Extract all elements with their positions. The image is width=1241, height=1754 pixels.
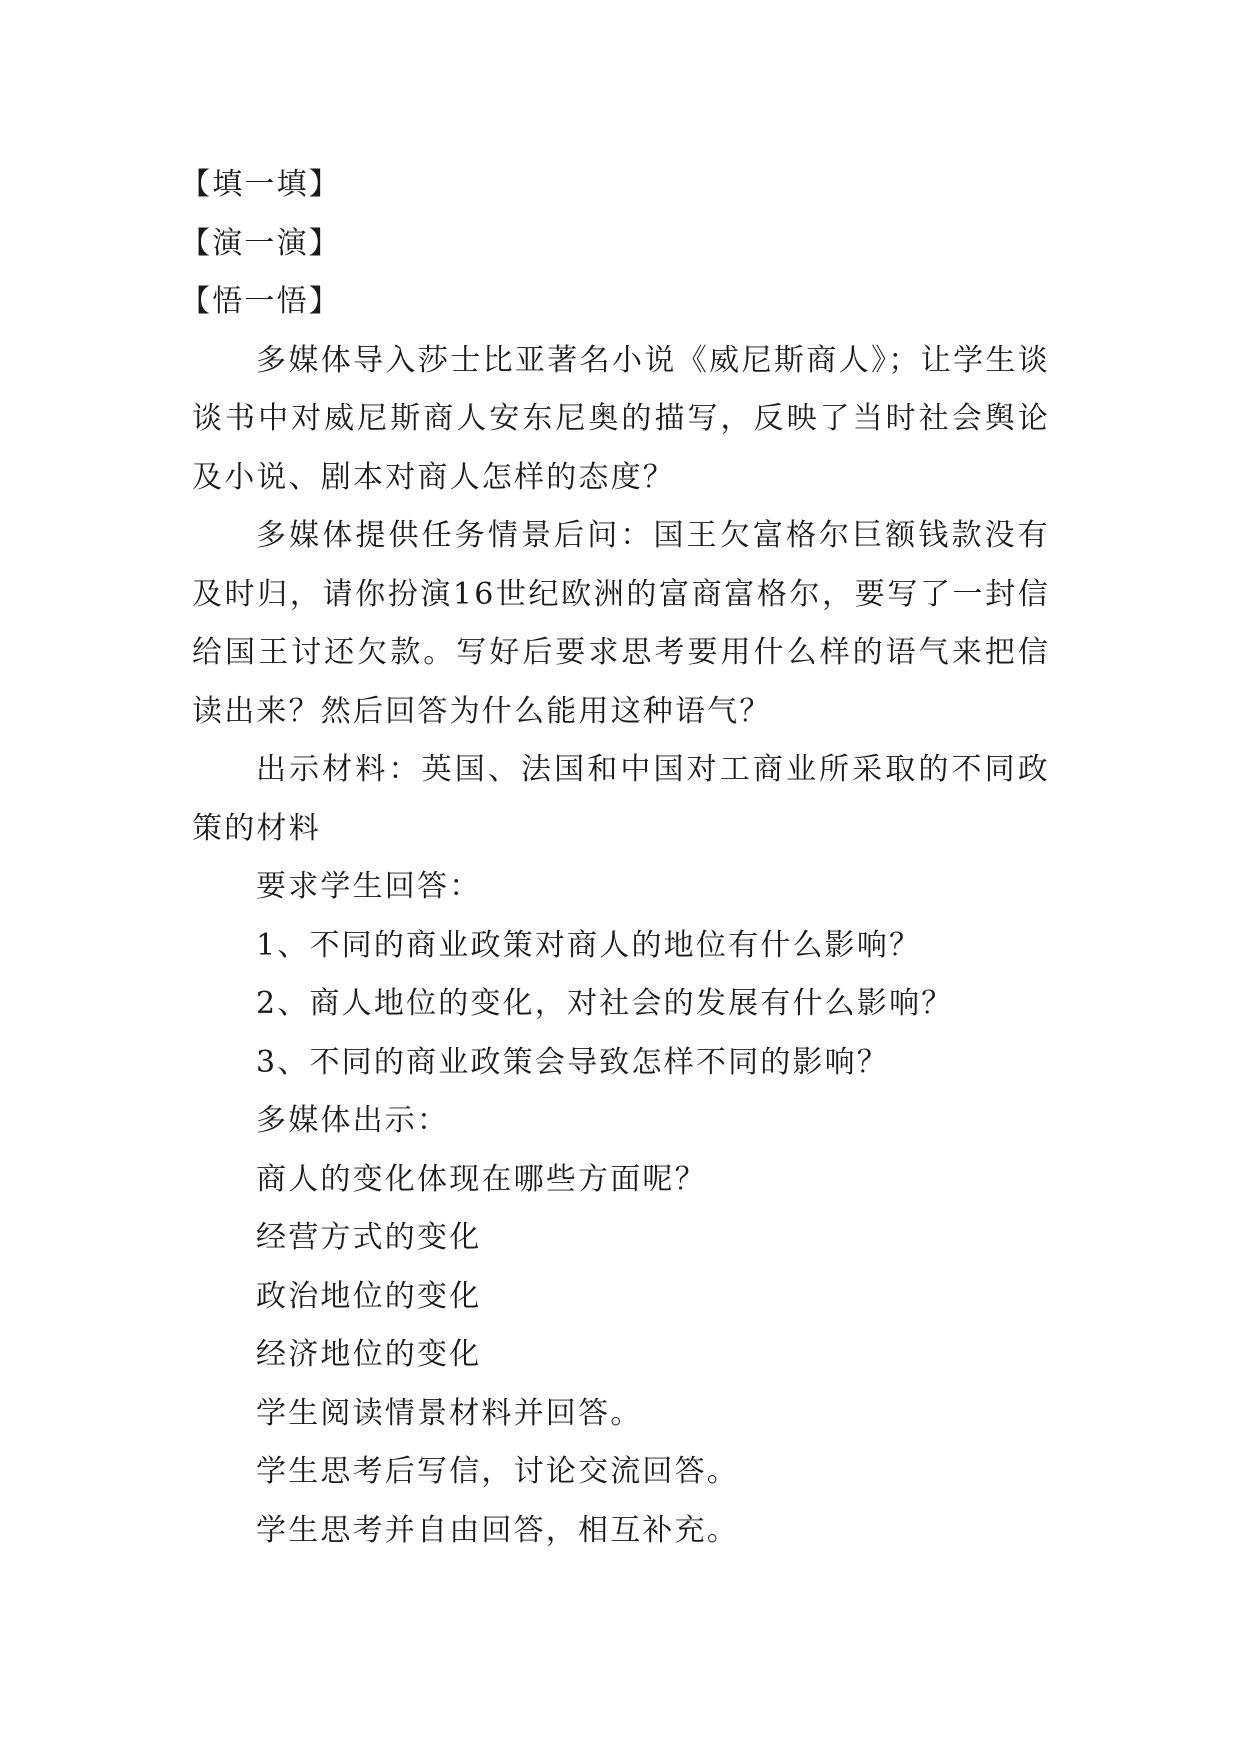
question-item-3: 3、不同的商业政策会导致怎样不同的影响？ <box>256 1044 890 1080</box>
change-item-economic: 经济地位的变化 <box>256 1337 482 1372</box>
paragraph-questions-intro: 要求学生回答： <box>256 869 482 904</box>
paragraph-multimedia-show: 多媒体出示： <box>256 1103 450 1138</box>
document-body <box>180 156 1050 1560</box>
paragraph-policy-materials: 出示材料：英国、法国和中国对工商业所采取的不同政策的材料 <box>192 752 1050 846</box>
question-item-1: 1、不同的商业政策对商人的地位有什么影响？ <box>256 927 922 963</box>
section-heading-act: 【演一演】 <box>180 225 341 261</box>
question-item-2: 2、商人地位的变化，对社会的发展有什么影响？ <box>256 986 954 1021</box>
student-activity-2: 学生思考后写信，讨论交流回答。 <box>256 1454 739 1489</box>
student-activity-1: 学生阅读情景材料并回答。 <box>256 1395 643 1431</box>
change-item-business: 经营方式的变化 <box>256 1220 482 1255</box>
section-heading-fill: 【填一填】 <box>180 167 341 202</box>
paragraph-merchant-changes: 商人的变化体现在哪些方面呢？ <box>256 1161 707 1197</box>
paragraph-merchant-of-venice: 多媒体导入莎士比亚著名小说《威尼斯商人》；让学生谈谈书中对威尼斯商人安东尼奥的描写，反映了当时社会舆论及小说、剧本对商人怎样的态度？ <box>192 342 1050 495</box>
section-heading-reflect: 【悟一悟】 <box>180 284 341 319</box>
student-activity-3: 学生思考并自由回答，相互补充。 <box>256 1512 739 1548</box>
paragraph-fugger-task: 多媒体提供任务情景后问：国王欠富格尔巨额钱款没有及时归，请你扮演16世纪欧洲的富商富格尔，要写了一封信给国王讨还欠款。写好后要求思考要用什么样的语气来把信读出来？然后回答为什么能用这种语气？ <box>192 518 1050 729</box>
change-item-political: 政治地位的变化 <box>256 1278 482 1314</box>
